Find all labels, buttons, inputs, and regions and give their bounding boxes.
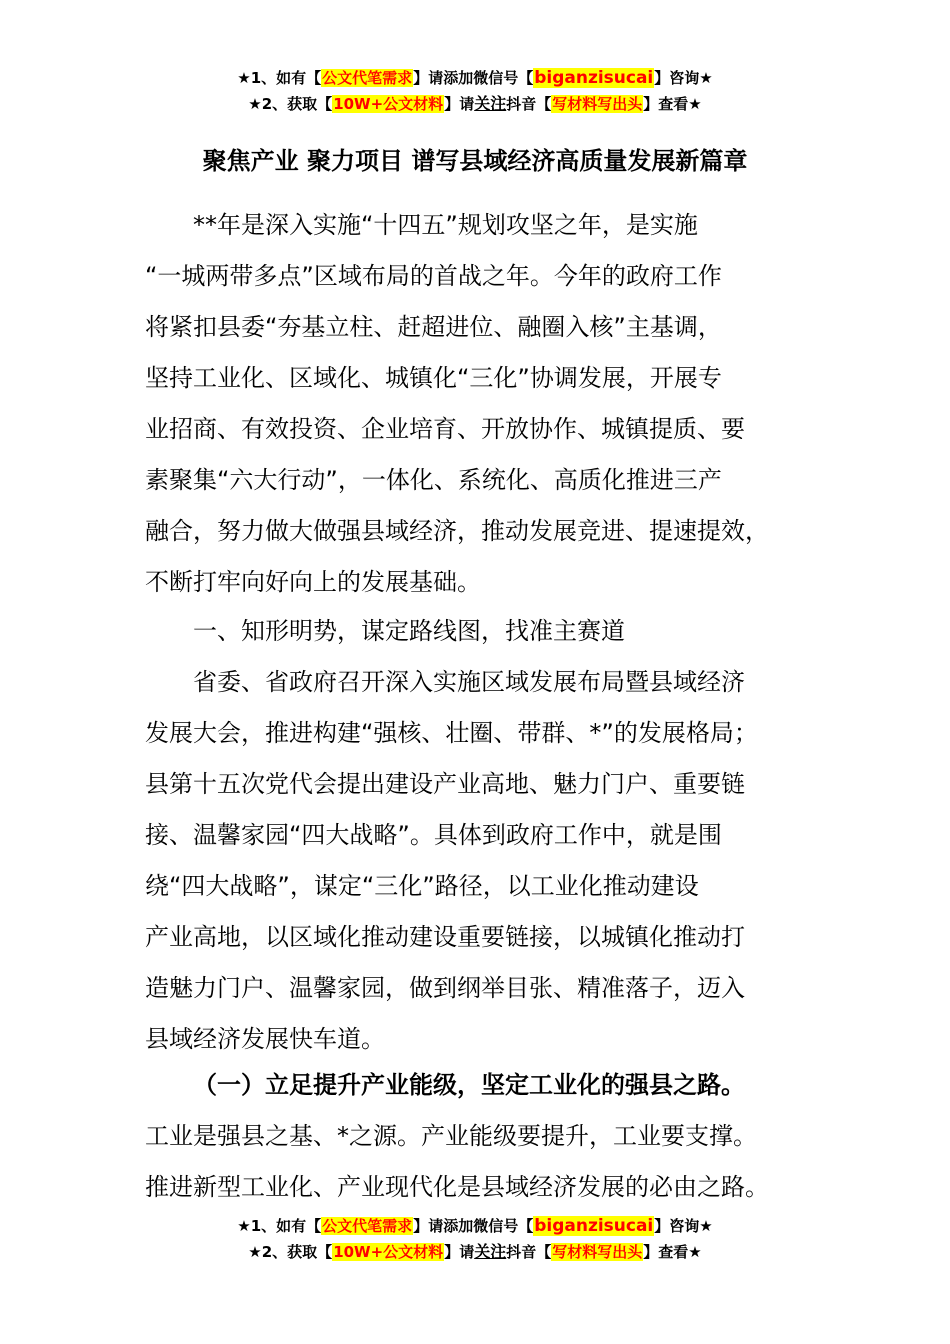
banner-line-2 <box>0 91 950 117</box>
banner-text: ★2、获取【 <box>248 95 333 113</box>
text-line: 接、温馨家园“四大战略”。具体到政府工作中，就是围 <box>145 821 722 849</box>
banner-text: ★2、获取【 <box>248 1243 333 1261</box>
banner-highlight: 写材料写出头 <box>552 95 643 113</box>
text-line: 推进新型工业化、产业现代化是县域经济发展的必由之路。 <box>145 1173 769 1201</box>
banner-text: 】咨询★ <box>654 1217 713 1235</box>
banner-text: 抖音【 <box>506 95 552 113</box>
text-line: 省委、省政府召开深入实施区域发展布局暨县域经济 <box>193 668 745 696</box>
banner-text: 】查看★ <box>643 95 702 113</box>
section-heading <box>145 606 815 657</box>
banner-highlight: 10W+公文材料 <box>333 1243 444 1261</box>
text-line: 工业是强县之基、*之源。产业能级要提升，工业要支撑。 <box>145 1122 757 1150</box>
banner-text: 】请 <box>444 1243 475 1261</box>
banner-highlight: 写材料写出头 <box>552 1243 643 1261</box>
paragraph-intro <box>145 200 815 608</box>
text-line: 县域经济发展快车道。 <box>145 1025 385 1053</box>
banner-highlight: 10W+公文材料 <box>333 95 444 113</box>
banner-text: 】请添加微信号【 <box>413 69 534 87</box>
subsection-heading <box>145 1060 815 1111</box>
paragraph-body <box>145 657 815 1065</box>
text-line: 将紧扣县委“夯基立柱、赶超进位、融圈入核”主基调， <box>145 313 722 341</box>
banner-line-1 <box>0 66 950 91</box>
banner-highlight: 公文代笔需求 <box>322 69 413 87</box>
subsection-heading-text: （一）立足提升产业能级，坚定工业化的强县之路。 <box>193 1071 745 1099</box>
text-line: “一城两带多点”区域布局的首战之年。今年的政府工作 <box>145 262 722 290</box>
banner-text: 】咨询★ <box>654 69 713 87</box>
text-line: 发展大会，推进构建“强核、壮圈、带群、*”的发展格局； <box>145 719 758 747</box>
text-line: 县第十五次党代会提出建设产业高地、魅力门户、重要链 <box>145 770 745 798</box>
banner-text: 】查看★ <box>643 1243 702 1261</box>
paragraph-body <box>145 1111 815 1213</box>
text-line: 融合，努力做大做强县域经济，推动发展竞进、提速提效， <box>145 517 769 545</box>
text-line: 绕“四大战略”，谋定“三化”路径，以工业化推动建设 <box>145 872 699 900</box>
text-line: 坚持工业化、区域化、城镇化“三化”协调发展，开展专 <box>145 364 722 392</box>
text-line: 产业高地，以区域化推动建设重要链接，以城镇化推动打 <box>145 923 745 951</box>
text-line: 素聚集“六大行动”，一体化、系统化、高质化推进三产 <box>145 466 722 494</box>
banner-line-2 <box>0 1239 950 1265</box>
footer-banner <box>0 1214 950 1265</box>
banner-text: ★1、如有【 <box>237 1217 322 1235</box>
document-title: 聚焦产业 聚力项目 谱写县域经济高质量发展新篇章 <box>202 147 748 175</box>
wechat-id-highlight: biganzisucai <box>534 68 654 88</box>
banner-highlight: 公文代笔需求 <box>322 1217 413 1235</box>
wechat-id-highlight: biganzisucai <box>534 1216 654 1236</box>
section-heading-text: 一、知形明势，谋定路线图，找准主赛道 <box>193 617 625 645</box>
banner-line-1 <box>0 1214 950 1239</box>
banner-underlined-text: 关注 <box>474 1242 507 1261</box>
banner-text: 抖音【 <box>506 1243 552 1261</box>
banner-text: ★1、如有【 <box>237 69 322 87</box>
text-line: 不断打牢向好向上的发展基础。 <box>145 568 481 596</box>
banner-text: 】请 <box>444 95 475 113</box>
header-banner <box>0 66 950 117</box>
banner-underlined-text: 关注 <box>474 94 507 113</box>
banner-text: 】请添加微信号【 <box>413 1217 534 1235</box>
text-line: **年是深入实施“十四五”规划攻坚之年，是实施 <box>193 211 698 239</box>
text-line: 业招商、有效投资、企业培育、开放协作、城镇提质、要 <box>145 415 745 443</box>
text-line: 造魅力门户、温馨家园，做到纲举目张、精准落子，迈入 <box>145 974 745 1002</box>
